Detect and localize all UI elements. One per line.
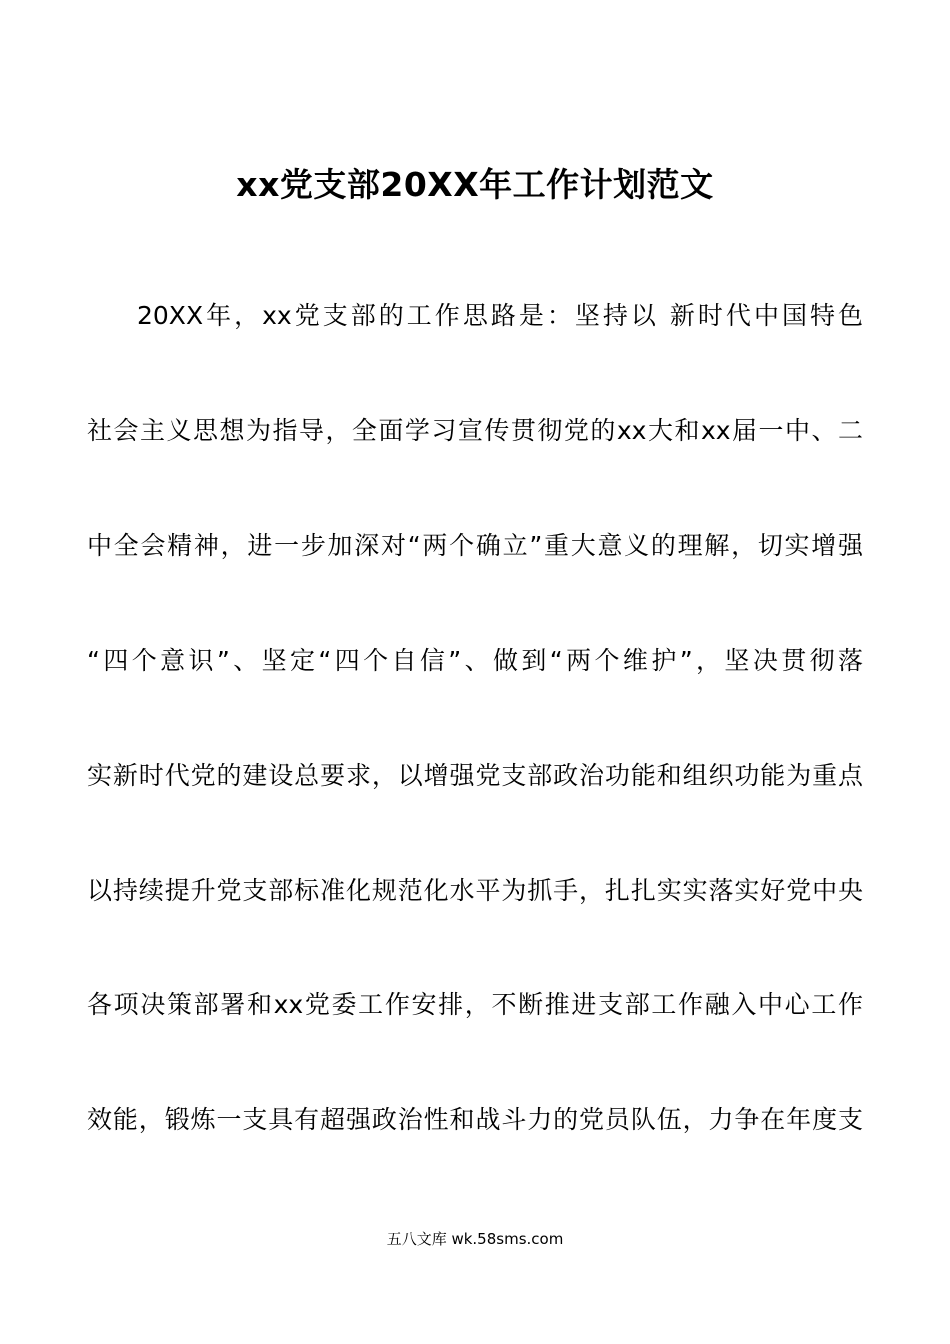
document-title: xx党支部20XX年工作计划范文	[236, 165, 714, 204]
paragraph-line-7: 各项决策部署和xx党委工作安排，不断推进支部工作融入中心工作	[87, 990, 863, 1019]
paragraph-line-8: 效能，锻炼一支具有超强政治性和战斗力的党员队伍，力争在年度支	[87, 1105, 863, 1134]
paragraph-line-5: 实新时代党的建设总要求，以增强党支部政治功能和组织功能为重点	[87, 761, 863, 790]
paragraph-line-6: 以持续提升党支部标准化规范化水平为抓手，扎扎实实落实好党中央	[87, 876, 863, 905]
paragraph-line-3: 中全会精神，进一步加深对“两个确立”重大意义的理解，切实增强	[87, 531, 863, 560]
paragraph-line-1: 20XX年，xx党支部的工作思路是：坚持以 新时代中国特色	[137, 301, 863, 330]
paragraph-line-4: “四个意识”、坚定“四个自信”、做到“两个维护”，坚决贯彻落	[87, 646, 863, 675]
paragraph-line-2: 社会主义思想为指导，全面学习宣传贯彻党的xx大和xx届一中、二	[87, 416, 863, 445]
footer-watermark: 五八文库 wk.58sms.com	[386, 1230, 564, 1248]
